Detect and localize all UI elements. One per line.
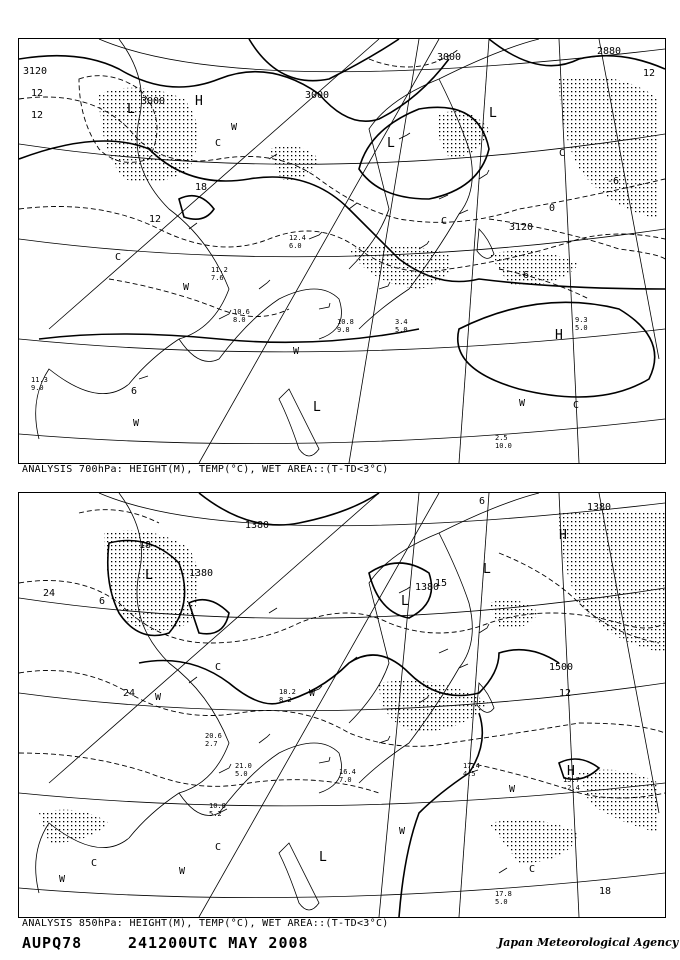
warm-mark: W <box>309 688 316 699</box>
pressure-center-low: L <box>387 136 395 151</box>
wet-area-shading <box>99 77 659 290</box>
station-value: 8.2 <box>279 696 292 704</box>
pressure-center-high: H <box>195 94 203 109</box>
pressure-center-low: L <box>483 562 491 577</box>
temp-label: 15 <box>435 578 448 589</box>
station-value: 9.0 <box>31 384 44 392</box>
panel-850-caption: ANALYSIS 850hPa: HEIGHT(M), TEMP(°C), WET AREA::(T-TD<3°C) <box>22 918 389 929</box>
cold-mark: C <box>529 864 536 875</box>
station-value: 7.0 <box>339 776 352 784</box>
height-label: 1380 <box>189 568 214 579</box>
warm-mark: W <box>155 692 162 703</box>
station-value: 9.3 <box>575 316 588 324</box>
station-value: 17.8 <box>495 890 512 898</box>
height-label: 3120 <box>23 66 48 77</box>
height-label: 3000 <box>141 96 166 107</box>
temp-label: 12 <box>643 68 656 79</box>
agency-name: Japan Meteorological Agency <box>498 936 679 949</box>
cold-mark: C <box>115 252 122 263</box>
station-value: -2.4 <box>563 784 580 792</box>
station-value: 10.0 <box>495 442 512 450</box>
temp-label: 12 <box>149 214 162 225</box>
cold-mark: C <box>559 148 566 159</box>
temp-label: -6 <box>607 176 620 187</box>
station-value: 6.0 <box>289 242 302 250</box>
station-value: 12.4 <box>289 234 306 242</box>
temp-label: 12 <box>31 88 44 99</box>
station-value: 3.4 <box>395 318 408 326</box>
station-value: 10.8 <box>209 802 226 810</box>
height-label: 3000 <box>437 52 462 63</box>
warm-mark: W <box>183 282 190 293</box>
valid-time: 241200UTC MAY 2008 <box>128 934 309 952</box>
cold-mark: C <box>215 842 222 853</box>
station-value: 21.0 <box>235 762 252 770</box>
warm-mark: W <box>59 874 66 885</box>
station-value: 11.2 <box>211 266 228 274</box>
station-value: 7.6 <box>211 274 224 282</box>
station-value: 5.0 <box>235 770 248 778</box>
station-value: 5.0 <box>575 324 588 332</box>
station-value: 15.7 <box>563 776 580 784</box>
map-panel-700hpa <box>18 38 666 464</box>
temp-label: 18 <box>195 182 208 193</box>
warm-mark: W <box>519 398 526 409</box>
pressure-center-high: H <box>567 764 575 779</box>
station-value: 20.6 <box>205 732 222 740</box>
temp-label: -6 <box>517 270 530 281</box>
warm-mark: W <box>179 866 186 877</box>
product-code: AUPQ78 <box>22 934 83 952</box>
temp-label: 24 <box>123 688 136 699</box>
station-value: 18.2 <box>279 688 296 696</box>
pressure-center-low: L <box>127 102 135 117</box>
temp-label: 12 <box>31 110 44 121</box>
warm-mark: W <box>231 122 238 133</box>
warm-mark: W <box>399 826 406 837</box>
cold-mark: C <box>215 138 222 149</box>
warm-mark: W <box>509 784 516 795</box>
map-850-graphic <box>19 493 665 917</box>
temp-label: 18 <box>139 540 152 551</box>
station-value: 11.3 <box>31 376 48 384</box>
height-label: 2880 <box>597 46 622 57</box>
station-value: 16.4 <box>339 768 356 776</box>
map-700-graphic <box>19 39 665 463</box>
height-label: 1380 <box>415 582 440 593</box>
station-value: 10.6 <box>233 308 250 316</box>
pressure-center-low: L <box>401 594 409 609</box>
cold-mark: C <box>215 662 222 673</box>
station-value: 2.7 <box>205 740 218 748</box>
station-value: 10.8 <box>337 318 354 326</box>
temp-label: 24 <box>43 588 56 599</box>
station-value: 9.8 <box>337 326 350 334</box>
pressure-center-low: L <box>489 106 497 121</box>
warm-mark: W <box>133 418 140 429</box>
pressure-center-low: L <box>319 850 327 865</box>
pressure-center-high: H <box>555 328 563 343</box>
station-wind-barbs <box>189 587 507 873</box>
temp-label: 12 <box>559 688 572 699</box>
height-label: 3120 <box>509 222 534 233</box>
cold-mark: C <box>91 858 98 869</box>
pressure-center-low: L <box>313 400 321 415</box>
panel-700-caption: ANALYSIS 700hPa: HEIGHT(M), TEMP(°C), WET AREA::(T-TD<3°C) <box>22 464 389 475</box>
station-value: 4.5 <box>463 770 476 778</box>
pressure-center-low: L <box>145 568 153 583</box>
height-label: 1500 <box>549 662 574 673</box>
warm-mark: W <box>293 346 300 357</box>
height-label: 1380 <box>587 502 612 513</box>
height-label: 3000 <box>305 90 330 101</box>
station-value: 5.2 <box>209 810 222 818</box>
station-value: 8.0 <box>233 316 246 324</box>
station-value: 2.5 <box>495 434 508 442</box>
temp-label: 6 <box>131 386 138 397</box>
height-label: 1380 <box>245 520 270 531</box>
temp-label: 6 <box>479 496 486 507</box>
cold-mark: C <box>573 400 580 411</box>
temp-label: 6 <box>99 596 106 607</box>
temp-label: 0 <box>549 203 556 214</box>
cold-mark: C <box>441 216 448 227</box>
station-value: 17.4 <box>463 762 480 770</box>
station-value: 5.0 <box>395 326 408 334</box>
station-value: 5.0 <box>495 898 508 906</box>
pressure-center-high: H <box>559 528 567 543</box>
map-panel-850hpa <box>18 492 666 918</box>
temp-label: 18 <box>599 886 612 897</box>
